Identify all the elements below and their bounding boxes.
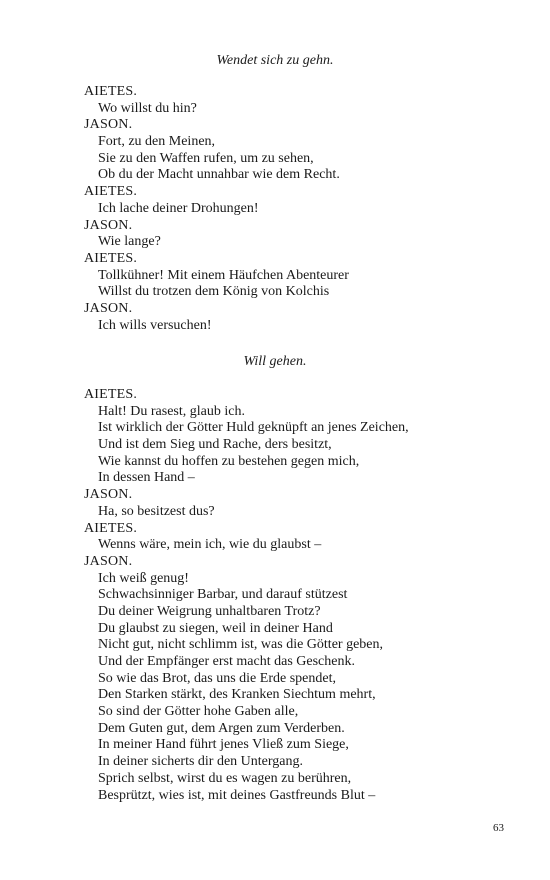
verse-line: Den Starken stärkt, des Kranken Siechtum mehrt, [98, 687, 376, 703]
speaker-name: AIETES. [84, 84, 138, 99]
speaker-name: AIETES. [84, 250, 138, 266]
verse-line: Fort, zu den Meinen, [98, 134, 216, 150]
verse-line: Wie lange? [98, 234, 161, 250]
speaker-name: JASON. [84, 217, 133, 233]
speaker-name: AIETES. [84, 520, 138, 536]
verse-line: In deiner sicherts dir den Untergang. [98, 754, 304, 770]
verse-line: Tollkühner! Mit einem Häufchen Abenteurer [98, 267, 349, 283]
verse-line: So sind der Götter hohe Gaben alle, [98, 704, 299, 720]
verse-line: Und der Empfänger erst macht das Geschenk. [98, 654, 355, 669]
speaker-name: JASON. [84, 553, 133, 569]
page-number: 63 [493, 822, 504, 834]
verse-line: Ich wills versuchen! [98, 317, 212, 333]
speaker-name: AIETES. [84, 184, 138, 200]
speaker-name: JASON. [84, 117, 133, 133]
speaker-name: AIETES. [84, 387, 138, 402]
verse-line: Nicht gut, nicht schlimm ist, was die Götter geben, [98, 637, 384, 653]
dialogue-block-1 [84, 84, 504, 334]
verse-line: Halt! Du rasest, glaub ich. [98, 403, 245, 419]
stage-direction: Will gehen. [243, 354, 307, 369]
speaker-name: JASON. [84, 300, 133, 316]
verse-line: Du glaubst zu siegen, weil in deiner Hand [98, 620, 333, 636]
verse-line: Wenns wäre, mein ich, wie du glaubst – [98, 537, 322, 553]
verse-line: So wie das Brot, das uns die Erde spendet, [98, 670, 336, 686]
verse-line: Wo willst du hin? [98, 100, 197, 116]
verse-line: Ich lache deiner Drohungen! [98, 200, 259, 216]
verse-line: Ha, so besitzest dus? [98, 503, 215, 519]
stage-direction: Wendet sich zu gehn. [216, 53, 334, 68]
verse-line: Du deiner Weigrung unhaltbaren Trotz? [98, 603, 321, 619]
verse-line: Ist wirklich der Götter Huld geknüpft an jenes Zeichen, [98, 420, 409, 436]
verse-line: In meiner Hand führt jenes Vließ zum Siege, [98, 737, 349, 753]
verse-line: Sie zu den Waffen rufen, um zu sehen, [98, 150, 314, 166]
verse-line: Dem Guten gut, dem Argen zum Verderben. [98, 720, 345, 736]
speaker-name: JASON. [84, 487, 133, 503]
verse-line: Ob du der Macht unnahbar wie dem Recht. [98, 167, 340, 183]
dialogue-block-2 [84, 387, 504, 804]
verse-line: Besprützt, wies ist, mit deines Gastfreunds Blut – [98, 787, 376, 803]
verse-line: In dessen Hand – [98, 470, 195, 486]
verse-line: Sprich selbst, wirst du es wagen zu berühren, [98, 770, 352, 786]
verse-line: Ich weiß genug! [98, 570, 189, 586]
verse-line: Und ist dem Sieg und Rache, ders besitzt, [98, 437, 332, 453]
verse-line: Wie kannst du hoffen zu bestehen gegen mich, [98, 453, 360, 469]
verse-line: Willst du trotzen dem König von Kolchis [98, 284, 330, 300]
verse-line: Schwachsinniger Barbar, und darauf stützest [98, 587, 348, 603]
